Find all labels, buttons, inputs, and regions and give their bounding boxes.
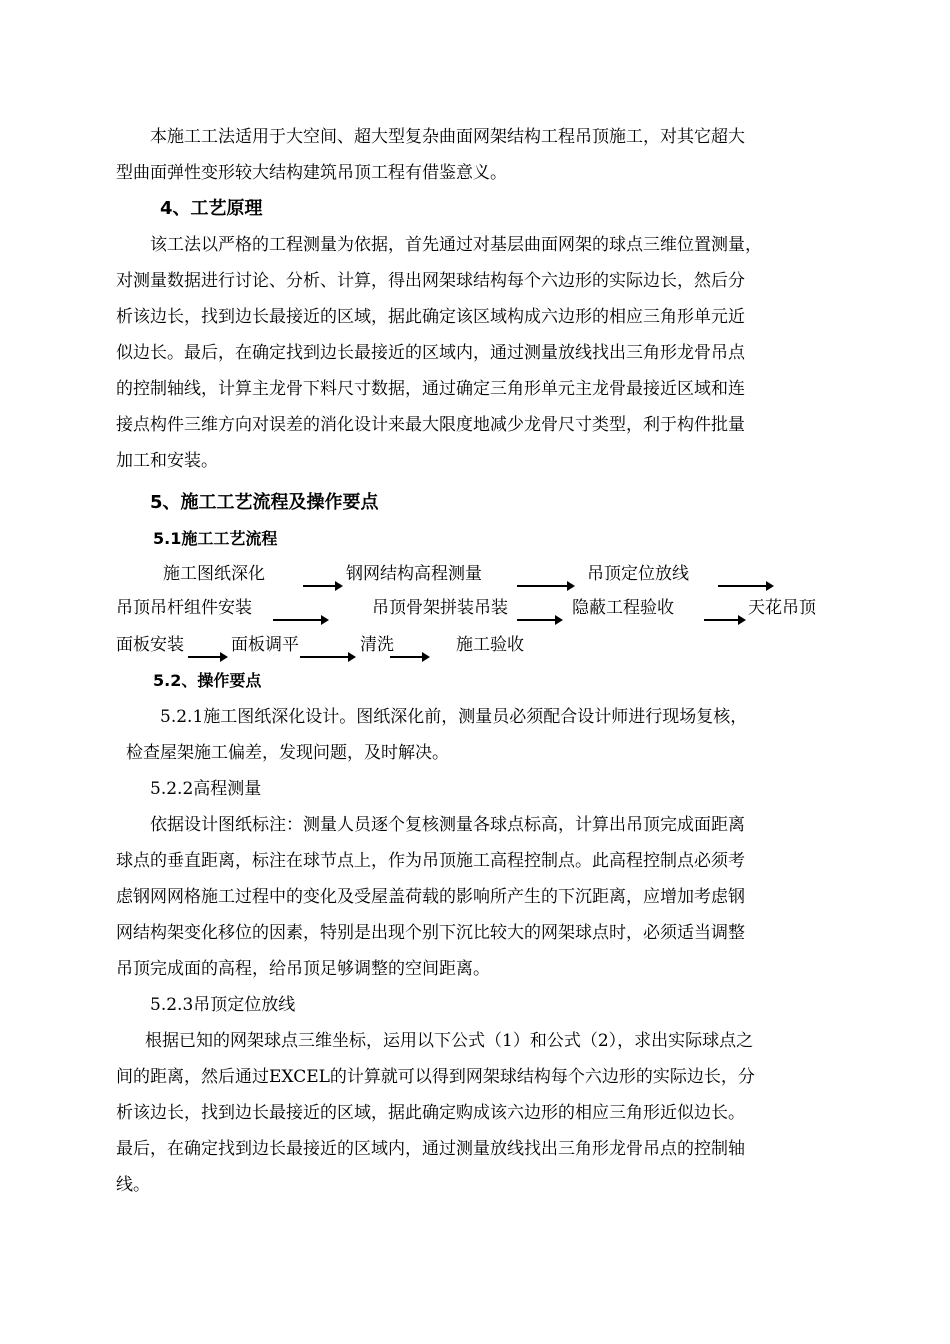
s523-line-3: 析该边长，找到边长最接近的区域，据此确定购成该六边形的相应三角形近似边长。 (116, 1103, 745, 1123)
s522-line-1: 依据设计图纸标注：测量人员逐个复核测量各球点标高，计算出吊顶完成面距离 (150, 815, 745, 835)
flow-arrow-4 (273, 619, 327, 621)
section-5-2-3-heading: 5.2.3吊顶定位放线 (150, 995, 296, 1015)
flow-step-7: 天花吊顶 (748, 598, 816, 618)
section-5-2-2-heading: 5.2.2高程测量 (150, 779, 262, 799)
flow-arrow-6 (704, 619, 744, 621)
flow-step-8: 面板安装 (116, 635, 184, 655)
s522-line-2: 球点的垂直距离，标注在球节点上，作为吊顶施工高程控制点。此高程控制点必须考 (116, 851, 745, 871)
section-5-1-heading: 5.1施工工艺流程 (153, 529, 278, 548)
intro-line-1: 本施工工法适用于大空间、超大型复杂曲面网架结构工程吊顶施工，对其它超大 (150, 127, 745, 147)
intro-line-2: 型曲面弹性变形较大结构建筑吊顶工程有借鉴意义。 (116, 163, 507, 183)
s4-line-2: 对测量数据进行讨论、分析、计算，得出网架球结构每个六边形的实际边长，然后分 (116, 271, 745, 291)
flow-step-9: 面板调平 (231, 635, 299, 655)
s4-line-3: 析该边长，找到边长最接近的区域，据此确定该区域构成六边形的相应三角形单元近 (116, 307, 745, 327)
flow-step-6: 隐蔽工程验收 (572, 598, 674, 618)
flow-step-5: 吊顶骨架拼装吊装 (372, 598, 508, 618)
s523-line-1: 根据已知的网架球点三维坐标，运用以下公式（1）和公式（2），求出实际球点之 (145, 1031, 754, 1051)
section-5-heading: 5、施工工艺流程及操作要点 (150, 492, 379, 513)
flow-step-3: 吊顶定位放线 (587, 564, 689, 584)
s521-line-2: 检查屋架施工偏差，发现问题，及时解决。 (126, 743, 449, 763)
s4-line-7: 加工和安装。 (116, 451, 218, 471)
s522-line-3: 虑钢网网格施工过程中的变化及受屋盖荷载的影响所产生的下沉距离，应增加考虑钢 (116, 887, 745, 907)
flow-step-11: 施工验收 (456, 635, 524, 655)
s4-line-6: 接点构件三维方向对误差的消化设计来最大限度地减少龙骨尺寸类型，利于构件批量 (116, 415, 745, 435)
section-5-2-heading: 5.2、操作要点 (153, 671, 262, 690)
s521-line-1: 5.2.1施工图纸深化设计。图纸深化前，测量员必须配合设计师进行现场复核， (160, 707, 748, 727)
s4-line-5: 的控制轴线，计算主龙骨下料尺寸数据，通过确定三角形单元主龙骨最接近区域和连 (116, 379, 745, 399)
flow-arrow-1 (303, 585, 341, 587)
flow-arrow-5 (517, 619, 561, 621)
s522-line-4: 网结构架变化移位的因素，特别是出现个别下沉比较大的网架球点时，必须适当调整 (116, 923, 745, 943)
flow-step-4: 吊顶吊杆组件安装 (116, 598, 252, 618)
s4-line-1: 该工法以严格的工程测量为依据，首先通过对基层曲面网架的球点三维位置测量， (150, 235, 762, 255)
s523-line-2: 间的距离，然后通过EXCEL的计算就可以得到网架球结构每个六边形的实际边长，分 (116, 1067, 755, 1087)
flow-arrow-2 (517, 585, 573, 587)
flow-step-1: 施工图纸深化 (163, 564, 265, 584)
flow-step-2: 钢网结构高程测量 (346, 564, 482, 584)
flow-arrow-3 (718, 585, 772, 587)
section-4-heading: 4、工艺原理 (160, 198, 263, 219)
flow-arrow-7 (188, 656, 226, 658)
s523-line-5: 线。 (116, 1175, 150, 1195)
flow-arrow-8 (300, 656, 354, 658)
s4-line-4: 似边长。最后，在确定找到边长最接近的区域内，通过测量放线找出三角形龙骨吊点 (116, 343, 745, 363)
s522-line-5: 吊顶完成面的高程，给吊顶足够调整的空间距离。 (116, 959, 490, 979)
flow-arrow-9 (390, 656, 428, 658)
s523-line-4: 最后，在确定找到边长最接近的区域内，通过测量放线找出三角形龙骨吊点的控制轴 (116, 1139, 745, 1159)
flow-step-10: 清洗 (360, 635, 394, 655)
